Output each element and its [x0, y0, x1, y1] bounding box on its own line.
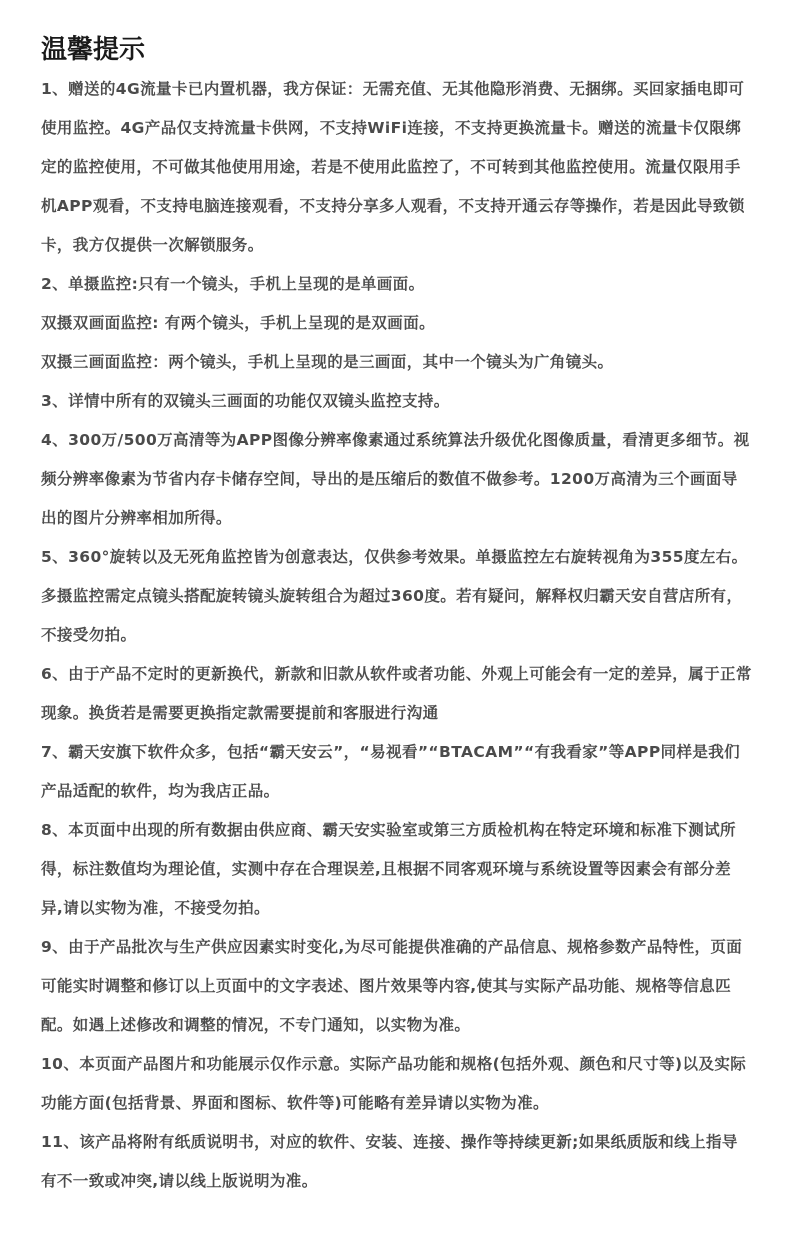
notice-item-2-tri-view: 双摄三画面监控：两个镜头，手机上呈现的是三画面，其中一个镜头为广角镜头。	[41, 353, 614, 371]
notice-body	[41, 70, 753, 1201]
notice-item-8: 8、本页面中出现的所有数据由供应商、霸天安实验室或第三方质检机构在特定环境和标准下测试所得，标注数值均为理论值，实测中存在合理误差,且根据不同客观环境与系统设置等因素会有部分差异,请以实物为准，不接受勿拍。	[41, 821, 736, 917]
notice-item-11: 11、该产品将附有纸质说明书，对应的软件、安装、连接、操作等持续更新;如果纸质版和线上指导有不一致或冲突,请以线上版说明为准。	[41, 1133, 738, 1190]
notice-item-5: 5、360°旋转以及无死角监控皆为创意表达，仅供参考效果。单摄监控左右旋转视角为355度左右。多摄监控需定点镜头搭配旋转镜头旋转组合为超过360度。若有疑问，解释权归霸天安自营店所有，不接受勿拍。	[41, 548, 748, 644]
notice-item-9: 9、由于产品批次与生产供应因素实时变化,为尽可能提供准确的产品信息、规格参数产品特性，页面可能实时调整和修订以上页面中的文字表述、图片效果等内容,使其与实际产品功能、规格等信息匹配。如遇上述修改和调整的情况，不专门通知，以实物为准。	[41, 938, 743, 1034]
notice-item-10: 10、本页面产品图片和功能展示仅作示意。实际产品功能和规格(包括外观、颜色和尺寸等)以及实际功能方面(包括背景、界面和图标、软件等)可能略有差异请以实物为准。	[41, 1055, 747, 1112]
notice-title: 温馨提示	[41, 35, 146, 65]
notice-item-4: 4、300万/500万高清等为APP图像分辨率像素通过系统算法升级优化图像质量，看清更多细节。视频分辨率像素为节省内存卡储存空间，导出的是压缩后的数值不做参考。1200万高清为三个画面导出的图片分辨率相加所得。	[41, 431, 750, 527]
notice-item-2-dual-lens: 双摄双画面监控: 有两个镜头，手机上呈现的是双画面。	[41, 314, 435, 332]
notice-section	[41, 30, 753, 1201]
notice-item-6: 6、由于产品不定时的更新换代，新款和旧款从软件或者功能、外观上可能会有一定的差异，属于正常现象。换货若是需要更换指定款需要提前和客服进行沟通	[41, 665, 752, 722]
notice-item-3: 3、详情中所有的双镜头三画面的功能仅双镜头监控支持。	[41, 392, 450, 410]
notice-item-2: 2、单摄监控:只有一个镜头，手机上呈现的是单画面。	[41, 275, 425, 293]
notice-item-7: 7、霸天安旗下软件众多，包括“霸天安云”，“易视看”“BTACAM”“有我看家”等APP同样是我们产品适配的软件，均为我店正品。	[41, 743, 741, 800]
notice-item-1: 1、赠送的4G流量卡已内置机器，我方保证：无需充值、无其他隐形消费、无捆绑。买回家插电即可使用监控。4G产品仅支持流量卡供网，不支持WiFi连接，不支持更换流量卡。赠送的流量卡仅限绑定的监控使用，不可做其他使用用途，若是不使用此监控了，不可转到其他监控使用。流量仅限用手机APP观看，不支持电脑连接观看，不支持分享多人观看，不支持开通云存等操作，若是因此导致锁卡，我方仅提供一次解锁服务。	[41, 80, 745, 254]
